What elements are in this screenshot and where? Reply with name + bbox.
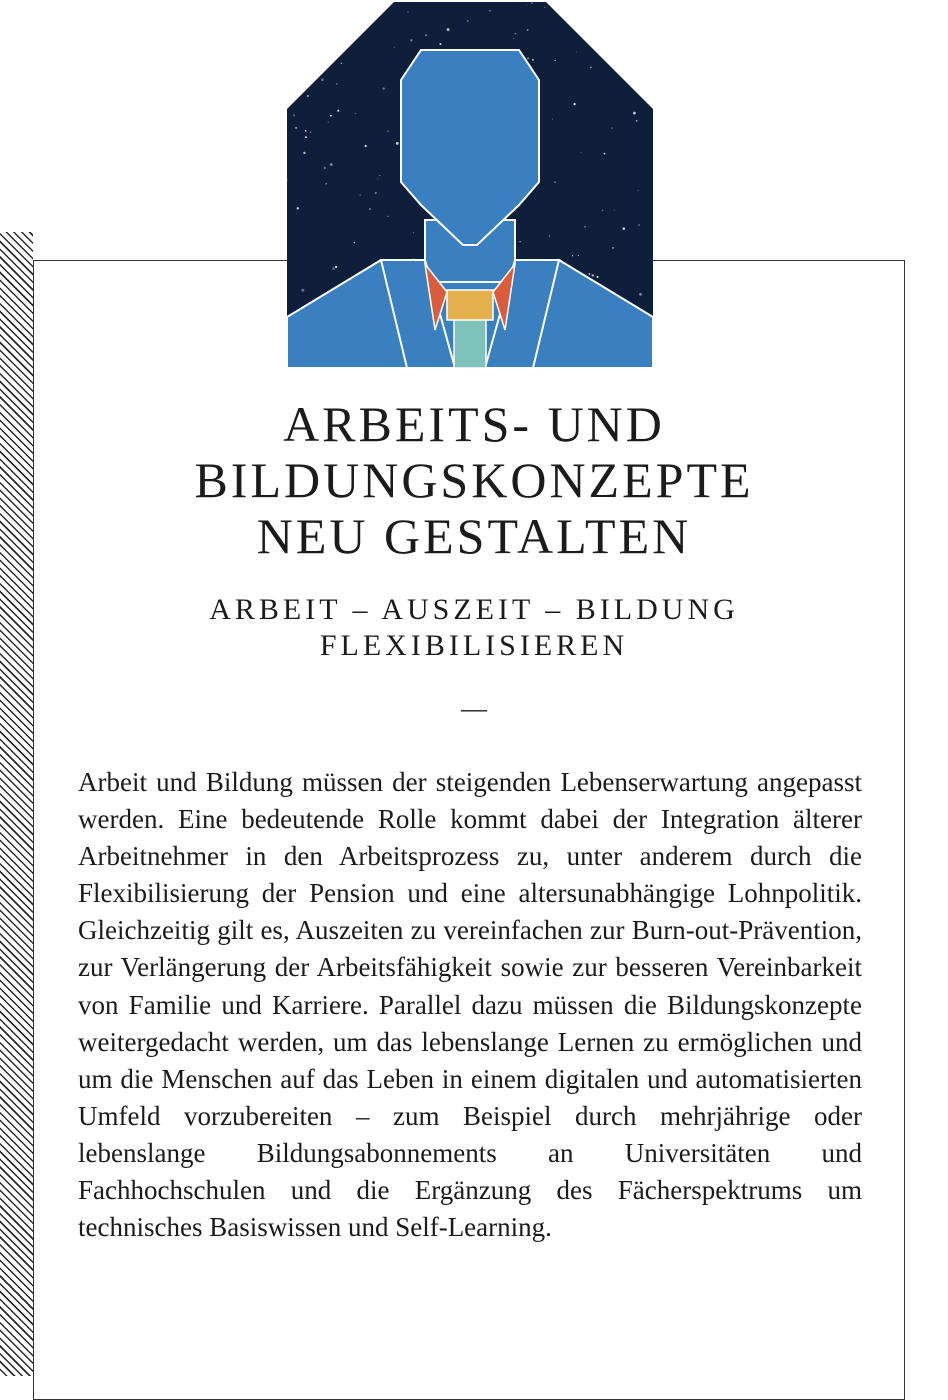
- star: [602, 210, 603, 211]
- star: [489, 10, 491, 12]
- star: [324, 167, 326, 169]
- star: [633, 112, 636, 115]
- star: [307, 95, 309, 97]
- star: [382, 87, 384, 89]
- star: [578, 255, 579, 256]
- star: [636, 120, 638, 122]
- star: [330, 163, 333, 166]
- star: [611, 127, 612, 128]
- star: [316, 54, 317, 55]
- star: [590, 67, 592, 69]
- star: [513, 38, 514, 39]
- star: [544, 7, 545, 8]
- star: [347, 2, 350, 4]
- star: [359, 194, 361, 196]
- star: [638, 190, 639, 191]
- star: [293, 114, 295, 116]
- star: [580, 152, 581, 153]
- necktie: [454, 318, 486, 368]
- star: [312, 61, 313, 62]
- star: [531, 2, 532, 3]
- star: [350, 19, 353, 22]
- star: [527, 57, 529, 59]
- star: [592, 274, 594, 276]
- body-paragraph: Arbeit und Bildung müssen der steigenden Lebenserwartung angepasst werden. Eine bedeutende Rolle kommt dabei der Integration älterer Arbeitnehmer in den Arbeitsprozess zu, unter anderem durch die Flexibilisierung der Pension und eine altersunabhängige Lohnpolitik. Gleichzeitig gilt es, Auszeiten zu vereinfachen zur Burn-out-Prävention, zur Verlängerung der Arbeitsfähigkeit sowie zur besseren Vereinbarkeit von Familie und Karriere. Parallel dazu müssen die Bildungskonzepte weitergedacht werden, um das lebenslange Lernen zu ermöglichen und um die Menschen auf das Leben in einem digitalen und automatisierten Umfeld vorzubereiten – zum Beispiel durch mehrjährige oder lebenslange Bildungsabonnements an Universitäten und Fachhochschulen und die Ergänzung des Fächerspektrums um technisches Basiswissen und Self-Learning.: [78, 767, 862, 1243]
- star: [388, 216, 389, 217]
- star: [408, 12, 409, 13]
- star: [377, 178, 378, 179]
- person-silhouette-icon: [287, 2, 653, 368]
- star: [614, 210, 615, 211]
- hatched-side-strip: [0, 232, 33, 1376]
- star: [310, 132, 311, 133]
- star: [354, 242, 355, 243]
- star: [328, 122, 329, 123]
- star: [638, 224, 640, 226]
- star: [642, 31, 645, 34]
- star: [335, 266, 337, 268]
- star: [604, 153, 606, 155]
- subheadline: ARBEIT – AUSZEIT – BILDUNG FLEXIBILISIEREN: [209, 593, 739, 662]
- star: [396, 142, 399, 145]
- star: [573, 103, 575, 105]
- star: [321, 78, 324, 81]
- star: [634, 2, 636, 3]
- star: [375, 192, 377, 194]
- bow-tie-knot: [447, 290, 493, 320]
- star: [555, 60, 556, 61]
- star: [572, 255, 573, 256]
- star: [291, 91, 292, 92]
- star: [394, 47, 395, 48]
- star: [425, 34, 427, 36]
- star: [379, 175, 380, 176]
- star: [623, 227, 626, 230]
- star: [532, 59, 534, 61]
- star: [387, 130, 389, 132]
- star: [303, 152, 305, 154]
- star: [515, 33, 517, 35]
- star: [639, 293, 642, 296]
- star: [332, 267, 335, 270]
- star: [337, 110, 339, 112]
- star: [325, 183, 327, 185]
- star: [305, 130, 307, 132]
- star: [365, 145, 367, 147]
- star: [305, 136, 307, 138]
- star: [554, 181, 555, 182]
- star: [336, 83, 338, 85]
- star: [413, 232, 414, 233]
- star: [552, 119, 553, 120]
- headline: ARBEITS- UND BILDUNGSKONZEPTE NEU GESTALTEN: [194, 396, 754, 564]
- star: [645, 3, 646, 4]
- star: [341, 63, 342, 64]
- star: [301, 289, 304, 292]
- star: [447, 28, 450, 31]
- star: [439, 43, 441, 45]
- star: [335, 5, 337, 7]
- star: [369, 208, 371, 210]
- divider-dash: —: [461, 694, 487, 723]
- star: [348, 15, 349, 16]
- star: [526, 4, 527, 5]
- star: [410, 39, 412, 41]
- star: [612, 247, 614, 249]
- star: [549, 235, 550, 236]
- star: [330, 115, 332, 117]
- star: [519, 241, 520, 242]
- star: [584, 226, 586, 228]
- star: [297, 207, 299, 209]
- star: [295, 127, 297, 129]
- star: [295, 57, 297, 59]
- star: [596, 276, 598, 278]
- star: [467, 20, 468, 21]
- star: [576, 51, 577, 52]
- star: [527, 29, 529, 31]
- star: [588, 273, 590, 275]
- star: [355, 113, 356, 114]
